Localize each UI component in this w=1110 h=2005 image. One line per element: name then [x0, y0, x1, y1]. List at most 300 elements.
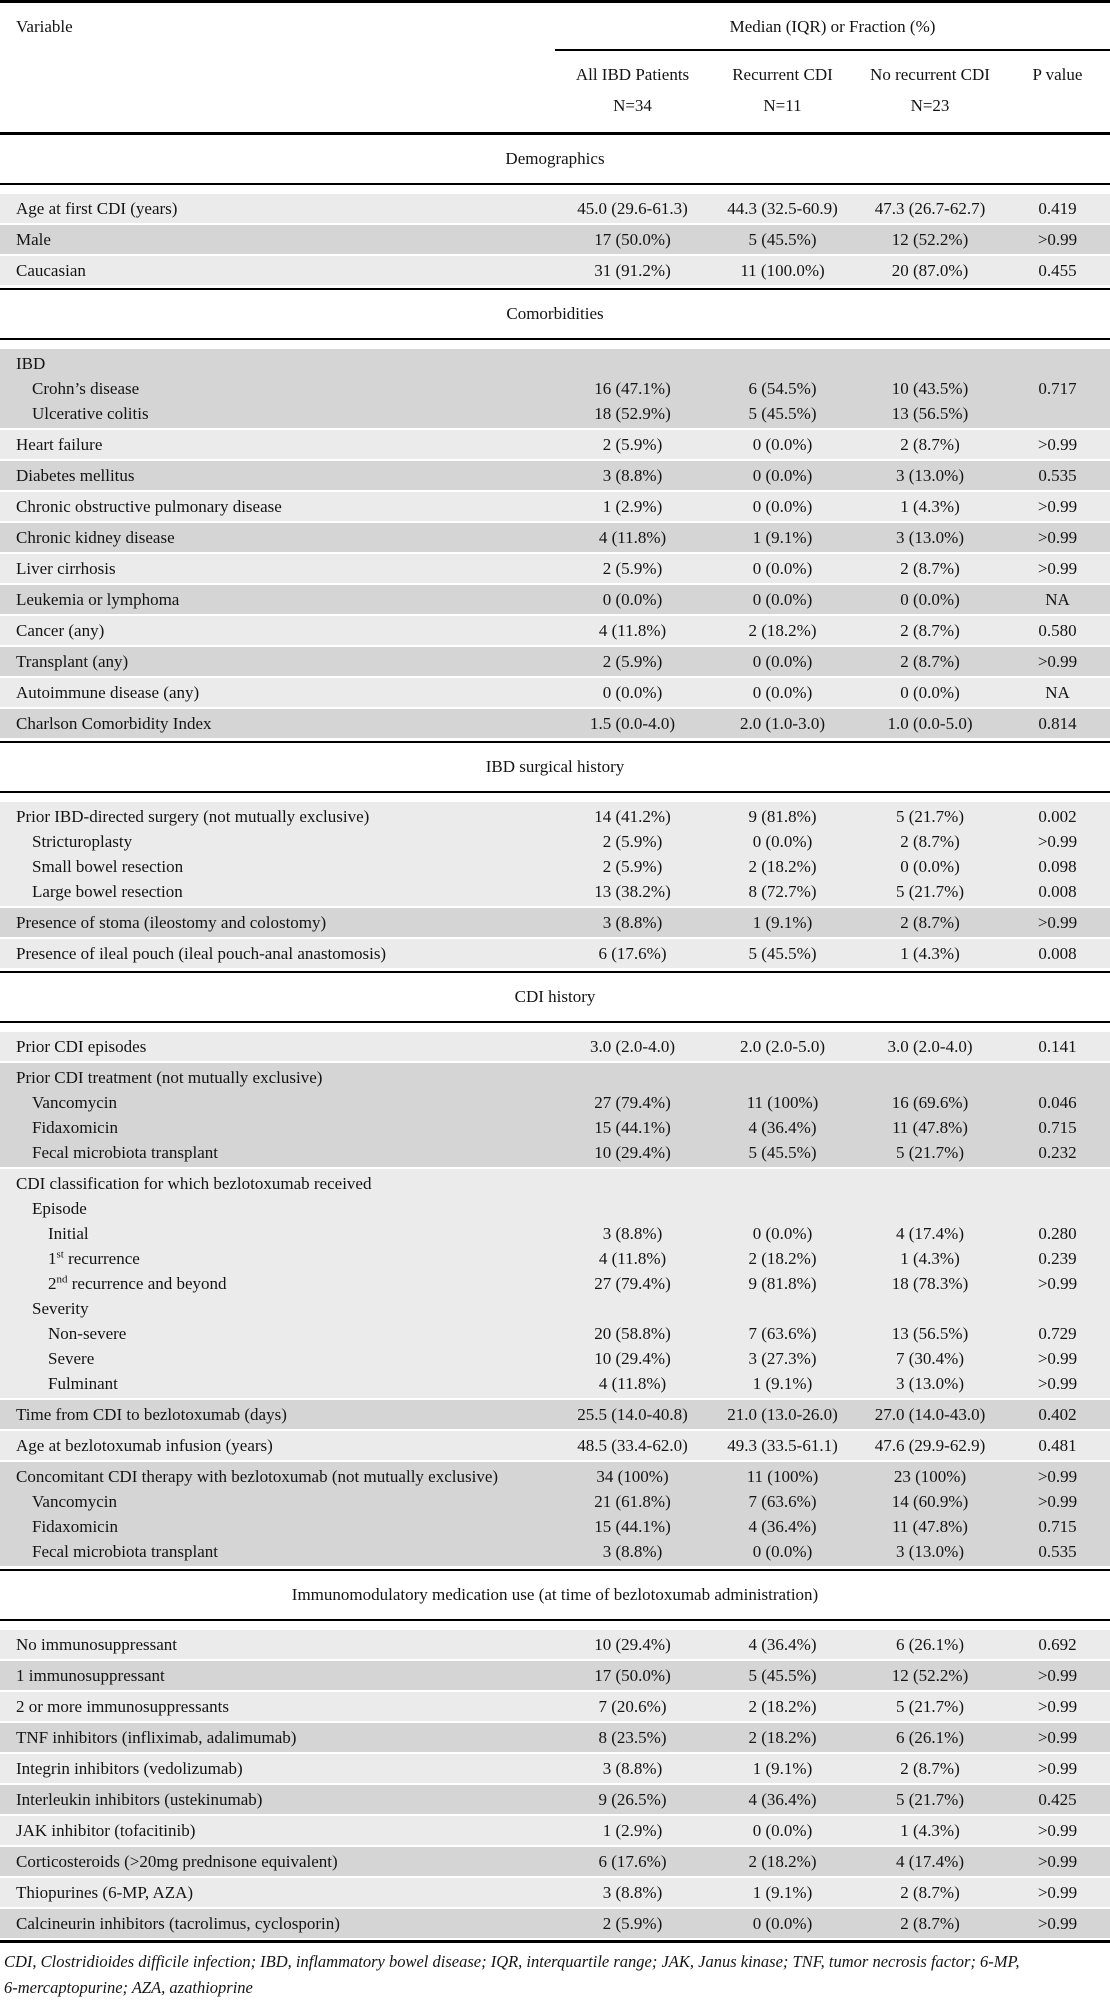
- header-span-group: [555, 15, 1110, 118]
- row-label: Male: [16, 230, 51, 249]
- value-cell: 1 (9.1%): [752, 1374, 813, 1393]
- value-cell: 5 (21.7%): [896, 1790, 964, 1809]
- column-header-label: All IBD Patients: [575, 65, 690, 84]
- table-row-line: [0, 1632, 1110, 1657]
- value-cell: 20 (87.0%): [891, 261, 969, 280]
- value-cell: 21 (61.8%): [594, 1492, 671, 1511]
- table-row-line: [0, 1694, 1110, 1719]
- column-header-label: P value: [1032, 65, 1083, 84]
- table-row: [0, 256, 1110, 285]
- value-cell: 10 (43.5%): [891, 379, 969, 398]
- p-value: >0.99: [1037, 1492, 1078, 1511]
- p-value: 0.141: [1038, 1037, 1077, 1056]
- value-cell: 2 (8.7%): [900, 913, 960, 932]
- p-value: 0.419: [1038, 199, 1077, 218]
- value-cell: 2 (18.2%): [748, 1697, 817, 1716]
- row-label: Vancomycin: [32, 1492, 117, 1511]
- value-cell: 45.0 (29.6-61.3): [577, 199, 688, 218]
- value-cell: 3 (8.8%): [602, 466, 663, 485]
- value-cell: 2 (8.7%): [900, 559, 960, 578]
- value-cell: 2 (8.7%): [900, 652, 960, 671]
- table-row-line: [0, 525, 1110, 550]
- value-cell: 2 (18.2%): [748, 1852, 817, 1871]
- p-value: >0.99: [1037, 832, 1078, 851]
- table-row-line: [0, 1221, 1110, 1246]
- p-value: [1005, 1196, 1110, 1221]
- table-row-line: [0, 227, 1110, 252]
- value-cell: 4 (11.8%): [598, 1249, 667, 1268]
- value-cell: 1 (9.1%): [752, 528, 813, 547]
- value-cell: 5 (45.5%): [748, 230, 817, 249]
- column-header-no-recurrent-cdi: [855, 63, 1005, 118]
- table-row-line: [0, 1514, 1110, 1539]
- value-cell: 0 (0.0%): [752, 590, 813, 609]
- value-cell: 0 (0.0%): [752, 1224, 813, 1243]
- value-cell: [855, 1171, 1005, 1196]
- table-row: [0, 430, 1110, 459]
- value-cell: 1 (2.9%): [602, 497, 663, 516]
- table-row: [0, 1063, 1110, 1167]
- table-row-line: [0, 1663, 1110, 1688]
- value-cell: 11 (47.8%): [892, 1517, 968, 1536]
- p-value: 0.715: [1038, 1517, 1077, 1536]
- column-header-all-ibd-patients: [555, 63, 710, 118]
- value-cell: 5 (45.5%): [748, 1143, 817, 1162]
- row-label: No immunosuppressant: [16, 1635, 178, 1654]
- column-header-n: N=34: [613, 96, 652, 115]
- row-label: Large bowel resection: [32, 882, 183, 901]
- row-label: Stricturoplasty: [32, 832, 133, 851]
- p-value: 0.580: [1038, 621, 1077, 640]
- value-cell: [555, 1171, 710, 1196]
- value-cell: 12 (52.2%): [891, 1666, 969, 1685]
- table-row-line: [0, 1090, 1110, 1115]
- value-cell: 18 (78.3%): [891, 1274, 969, 1293]
- value-cell: 9 (81.8%): [748, 1274, 817, 1293]
- p-value: >0.99: [1037, 1697, 1078, 1716]
- table-row-line: [0, 376, 1110, 401]
- table-row: [0, 616, 1110, 645]
- p-value: 0.535: [1038, 466, 1077, 485]
- value-cell: 0 (0.0%): [752, 559, 813, 578]
- value-cell: 1 (4.3%): [900, 1821, 960, 1840]
- p-value: NA: [1045, 683, 1070, 702]
- row-label: Chronic obstructive pulmonary disease: [16, 497, 282, 516]
- column-header-variable: Variable: [16, 17, 73, 36]
- table-row-line: [0, 649, 1110, 674]
- p-value: 0.729: [1038, 1324, 1077, 1343]
- value-cell: 0 (0.0%): [752, 652, 813, 671]
- value-cell: 1 (9.1%): [752, 1759, 813, 1778]
- column-header-label: Recurrent CDI: [732, 65, 833, 84]
- value-cell: [855, 351, 1005, 376]
- p-value: [1005, 401, 1110, 426]
- table-row: [0, 908, 1110, 937]
- row-label: Chronic kidney disease: [16, 528, 175, 547]
- table-row-line: [0, 1371, 1110, 1396]
- table-row-line: [0, 910, 1110, 935]
- value-cell: 0 (0.0%): [602, 683, 663, 702]
- p-value: 0.425: [1038, 1790, 1077, 1809]
- table-row-line: [0, 494, 1110, 519]
- value-cell: 23 (100%): [893, 1467, 967, 1486]
- value-cell: 10 (29.4%): [594, 1635, 671, 1654]
- footnote-line: 6-mercaptopurine; AZA, azathioprine: [4, 1978, 253, 1997]
- table-row: [0, 1785, 1110, 1814]
- value-cell: 2 (18.2%): [748, 857, 817, 876]
- column-headers: [555, 51, 1110, 118]
- value-cell: 3 (8.8%): [602, 1759, 663, 1778]
- p-value: 0.455: [1038, 261, 1077, 280]
- value-cell: 2 (8.7%): [900, 435, 960, 454]
- table-row-line: [0, 854, 1110, 879]
- table-row: [0, 1169, 1110, 1398]
- value-cell: 0 (0.0%): [752, 832, 813, 851]
- table-row: [0, 523, 1110, 552]
- value-cell: 1.5 (0.0-4.0): [590, 714, 675, 733]
- value-cell: 44.3 (32.5-60.9): [727, 199, 838, 218]
- p-value: 0.008: [1038, 882, 1077, 901]
- table-row-line: [0, 1756, 1110, 1781]
- column-header-span-label: Median (IQR) or Fraction (%): [729, 17, 936, 36]
- value-cell: [855, 1296, 1005, 1321]
- value-cell: 0 (0.0%): [900, 857, 960, 876]
- value-cell: 4 (17.4%): [896, 1852, 964, 1871]
- table-row: [0, 492, 1110, 521]
- column-header-p-value: [1005, 63, 1110, 118]
- table-row-line: [0, 1787, 1110, 1812]
- table-row-line: [0, 711, 1110, 736]
- row-label: Age at first CDI (years): [16, 199, 178, 218]
- value-cell: 47.6 (29.9-62.9): [874, 1436, 986, 1455]
- value-cell: 4 (36.4%): [748, 1517, 817, 1536]
- p-value: >0.99: [1037, 1914, 1078, 1933]
- row-label: IBD: [16, 354, 46, 373]
- value-cell: [855, 1065, 1005, 1090]
- value-cell: 9 (26.5%): [598, 1790, 667, 1809]
- value-cell: 2 (18.2%): [748, 1249, 817, 1268]
- p-value: >0.99: [1037, 1374, 1078, 1393]
- table-row: [0, 1400, 1110, 1429]
- value-cell: 6 (26.1%): [896, 1728, 964, 1747]
- p-value: 0.692: [1038, 1635, 1077, 1654]
- row-label: Autoimmune disease (any): [16, 683, 200, 702]
- value-cell: 5 (21.7%): [896, 807, 964, 826]
- table-row: [0, 678, 1110, 707]
- table-header: [0, 0, 1110, 135]
- row-label: Charlson Comorbidity Index: [16, 714, 212, 733]
- value-cell: 5 (21.7%): [896, 882, 964, 901]
- value-cell: 2 (5.9%): [602, 559, 663, 578]
- p-value: >0.99: [1037, 1274, 1078, 1293]
- row-label: 1 immunosuppressant: [16, 1666, 165, 1685]
- footnote-line: CDI, Clostridioides difficile infection; IBD, inflammatory bowel disease; IQR, interquartile range; JAK, Janus kinase; TNF, tumor necrosis factor; 6-MP,: [4, 1952, 1020, 1971]
- table-row-line: [0, 1196, 1110, 1221]
- row-label: Age at bezlotoxumab infusion (years): [16, 1436, 273, 1455]
- section-title: Comorbidities: [0, 288, 1110, 340]
- table-row: [0, 1692, 1110, 1721]
- row-label: JAK inhibitor (tofacitinib): [16, 1821, 196, 1840]
- row-label: Cancer (any): [16, 621, 105, 640]
- table-row: [0, 1032, 1110, 1061]
- value-cell: 1.0 (0.0-5.0): [887, 714, 973, 733]
- table-row: [0, 1723, 1110, 1752]
- value-cell: 47.3 (26.7-62.7): [874, 199, 986, 218]
- row-label: Fecal microbiota transplant: [32, 1143, 218, 1162]
- value-cell: 3 (8.8%): [602, 913, 663, 932]
- section-title: Immunomodulatory medication use (at time of bezlotoxumab administration): [0, 1569, 1110, 1621]
- table-row-line: [0, 1296, 1110, 1321]
- p-value: 0.232: [1038, 1143, 1077, 1162]
- table-row: [0, 1878, 1110, 1907]
- value-cell: 3 (27.3%): [748, 1349, 817, 1368]
- value-cell: 0 (0.0%): [752, 466, 813, 485]
- value-cell: 11 (100%): [746, 1093, 819, 1112]
- value-cell: 11 (47.8%): [892, 1118, 968, 1137]
- table-row: [0, 585, 1110, 614]
- table-row-line: [0, 1539, 1110, 1564]
- value-cell: 4 (11.8%): [598, 1374, 667, 1393]
- table-row: [0, 1816, 1110, 1845]
- table-row: [0, 194, 1110, 223]
- table-row: [0, 1630, 1110, 1659]
- p-value: >0.99: [1037, 652, 1078, 671]
- value-cell: 2 (5.9%): [602, 832, 663, 851]
- table-row-line: [0, 1464, 1110, 1489]
- value-cell: 0 (0.0%): [752, 497, 813, 516]
- value-cell: 1 (4.3%): [900, 944, 960, 963]
- p-value: >0.99: [1037, 1821, 1078, 1840]
- column-header-n: N=23: [910, 96, 950, 115]
- value-cell: 0 (0.0%): [752, 435, 813, 454]
- table-row-line: [0, 1346, 1110, 1371]
- table-row-line: [0, 196, 1110, 221]
- table-row: [0, 1661, 1110, 1690]
- table-row: [0, 939, 1110, 968]
- value-cell: 8 (72.7%): [748, 882, 817, 901]
- table-row-line: [0, 401, 1110, 426]
- row-label: Liver cirrhosis: [16, 559, 116, 578]
- table-row: [0, 709, 1110, 738]
- p-value: >0.99: [1037, 528, 1078, 547]
- value-cell: [555, 1196, 710, 1221]
- row-label: Fulminant: [48, 1374, 118, 1393]
- p-value: 0.002: [1038, 807, 1077, 826]
- p-value: 0.046: [1038, 1093, 1077, 1112]
- value-cell: 21.0 (13.0-26.0): [727, 1405, 838, 1424]
- table-row-line: [0, 556, 1110, 581]
- row-label: Diabetes mellitus: [16, 466, 135, 485]
- p-value: >0.99: [1037, 1728, 1078, 1747]
- p-value: 0.280: [1038, 1224, 1077, 1243]
- p-value: [1005, 351, 1110, 376]
- p-value: >0.99: [1037, 1467, 1078, 1486]
- table-row: [0, 349, 1110, 428]
- value-cell: 2 (8.7%): [900, 1914, 960, 1933]
- p-value: >0.99: [1037, 913, 1078, 932]
- value-cell: 0 (0.0%): [900, 590, 960, 609]
- row-label: Episode: [32, 1199, 87, 1218]
- value-cell: 15 (44.1%): [594, 1517, 671, 1536]
- table-row: [0, 1909, 1110, 1938]
- table-row-line: [0, 351, 1110, 376]
- value-cell: 2 (5.9%): [602, 435, 663, 454]
- row-label: Ulcerative colitis: [32, 404, 149, 423]
- value-cell: 25.5 (14.0-40.8): [577, 1405, 688, 1424]
- value-cell: 3.0 (2.0-4.0): [590, 1037, 675, 1056]
- section-title: CDI history: [0, 971, 1110, 1023]
- p-value: >0.99: [1037, 1759, 1078, 1778]
- column-header-n: N=11: [763, 96, 802, 115]
- value-cell: 27.0 (14.0-43.0): [874, 1405, 986, 1424]
- value-cell: [710, 1065, 855, 1090]
- table-row-line: [0, 1402, 1110, 1427]
- value-cell: 0 (0.0%): [900, 683, 960, 702]
- row-label: Prior CDI episodes: [16, 1037, 147, 1056]
- table-row-line: [0, 618, 1110, 643]
- value-cell: 10 (29.4%): [594, 1349, 671, 1368]
- p-value: 0.481: [1038, 1436, 1077, 1455]
- value-cell: [555, 1065, 710, 1090]
- value-cell: 7 (63.6%): [748, 1324, 817, 1343]
- p-value: 0.402: [1038, 1405, 1077, 1424]
- row-label: Heart failure: [16, 435, 103, 454]
- value-cell: 11 (100.0%): [740, 261, 825, 280]
- value-cell: 2 (5.9%): [602, 652, 663, 671]
- p-value: [1005, 1065, 1110, 1090]
- value-cell: 9 (81.8%): [748, 807, 817, 826]
- value-cell: 5 (45.5%): [748, 404, 817, 423]
- p-value: >0.99: [1037, 1666, 1078, 1685]
- row-label: CDI classification for which bezlotoxumab received: [16, 1174, 372, 1193]
- value-cell: 0 (0.0%): [602, 590, 663, 609]
- table-row-line: [0, 1911, 1110, 1936]
- row-label: Corticosteroids (>20mg prednisone equivalent): [16, 1852, 338, 1871]
- value-cell: 4 (17.4%): [896, 1224, 964, 1243]
- value-cell: 2.0 (1.0-3.0): [740, 714, 825, 733]
- table-row: [0, 225, 1110, 254]
- value-cell: 13 (38.2%): [594, 882, 671, 901]
- table-row-line: [0, 1065, 1110, 1090]
- section-title: Demographics: [0, 135, 1110, 185]
- value-cell: 4 (11.8%): [598, 621, 667, 640]
- p-value: >0.99: [1037, 435, 1078, 454]
- row-label: Interleukin inhibitors (ustekinumab): [16, 1790, 263, 1809]
- value-cell: 3 (13.0%): [896, 1374, 964, 1393]
- table-row-line: [0, 1246, 1110, 1271]
- column-header-label: No recurrent CDI: [870, 65, 990, 84]
- value-cell: 0 (0.0%): [752, 683, 813, 702]
- row-label: Thiopurines (6-MP, AZA): [16, 1883, 194, 1902]
- p-value: 0.814: [1038, 714, 1077, 733]
- table-row: [0, 1847, 1110, 1876]
- row-label: Crohn’s disease: [32, 379, 140, 398]
- table-row-line: [0, 1489, 1110, 1514]
- value-cell: 1 (9.1%): [752, 1883, 813, 1902]
- value-cell: 4 (36.4%): [748, 1118, 817, 1137]
- table-row: [0, 461, 1110, 490]
- value-cell: 6 (26.1%): [896, 1635, 964, 1654]
- value-cell: 17 (50.0%): [594, 1666, 671, 1685]
- row-label: 2 or more immunosuppressants: [16, 1697, 229, 1716]
- value-cell: 14 (41.2%): [594, 807, 671, 826]
- value-cell: 17 (50.0%): [594, 230, 671, 249]
- value-cell: 2 (8.7%): [900, 832, 960, 851]
- value-cell: 3 (8.8%): [602, 1883, 663, 1902]
- value-cell: 13 (56.5%): [891, 404, 969, 423]
- table-row-line: [0, 1115, 1110, 1140]
- value-cell: 6 (17.6%): [598, 1852, 667, 1871]
- table-row: [0, 1754, 1110, 1783]
- value-cell: 7 (20.6%): [598, 1697, 667, 1716]
- value-cell: 5 (45.5%): [748, 1666, 817, 1685]
- table-row-line: [0, 587, 1110, 612]
- value-cell: 3 (8.8%): [602, 1224, 663, 1243]
- value-cell: [710, 1196, 855, 1221]
- table-row-line: [0, 1725, 1110, 1750]
- value-cell: [555, 351, 710, 376]
- row-label: Calcineurin inhibitors (tacrolimus, cyclosporin): [16, 1914, 340, 1933]
- p-value: >0.99: [1037, 1883, 1078, 1902]
- value-cell: 7 (63.6%): [748, 1492, 817, 1511]
- value-cell: 3 (8.8%): [602, 1542, 663, 1561]
- value-cell: 8 (23.5%): [598, 1728, 667, 1747]
- value-cell: 3 (13.0%): [896, 528, 964, 547]
- row-label: 2nd recurrence and beyond: [48, 1273, 227, 1293]
- value-cell: 20 (58.8%): [594, 1324, 671, 1343]
- value-cell: 5 (21.7%): [896, 1143, 964, 1162]
- value-cell: 2 (5.9%): [602, 857, 663, 876]
- row-label: 1st recurrence: [48, 1248, 140, 1268]
- value-cell: 3 (13.0%): [896, 1542, 964, 1561]
- table-row-line: [0, 1818, 1110, 1843]
- row-label: Small bowel resection: [32, 857, 184, 876]
- table-body: [0, 135, 1110, 1938]
- value-cell: 27 (79.4%): [594, 1274, 671, 1293]
- value-cell: 7 (30.4%): [896, 1349, 964, 1368]
- table-row-line: [0, 1140, 1110, 1165]
- value-cell: 10 (29.4%): [594, 1143, 671, 1162]
- value-cell: 12 (52.2%): [891, 230, 969, 249]
- p-value: 0.715: [1038, 1118, 1077, 1137]
- value-cell: 5 (45.5%): [748, 944, 817, 963]
- value-cell: 14 (60.9%): [891, 1492, 969, 1511]
- table-row-line: [0, 1849, 1110, 1874]
- p-value: NA: [1045, 590, 1070, 609]
- value-cell: 2 (5.9%): [602, 1914, 663, 1933]
- p-value: 0.717: [1038, 379, 1077, 398]
- value-cell: 49.3 (33.5-61.1): [727, 1436, 838, 1455]
- value-cell: 5 (21.7%): [896, 1697, 964, 1716]
- value-cell: 48.5 (33.4-62.0): [577, 1436, 688, 1455]
- value-cell: 2 (8.7%): [900, 1759, 960, 1778]
- value-cell: 2 (18.2%): [748, 621, 817, 640]
- value-cell: 3 (13.0%): [896, 466, 964, 485]
- value-cell: [710, 1171, 855, 1196]
- value-cell: 2.0 (2.0-5.0): [740, 1037, 825, 1056]
- value-cell: [555, 1296, 710, 1321]
- value-cell: 18 (52.9%): [594, 404, 671, 423]
- value-cell: 3.0 (2.0-4.0): [887, 1037, 973, 1056]
- row-label: Fecal microbiota transplant: [32, 1542, 218, 1561]
- value-cell: 1 (4.3%): [900, 1249, 960, 1268]
- table-row-line: [0, 879, 1110, 904]
- row-label: Prior IBD-directed surgery (not mutually exclusive): [16, 807, 370, 826]
- value-cell: 16 (47.1%): [594, 379, 671, 398]
- row-label: Integrin inhibitors (vedolizumab): [16, 1759, 243, 1778]
- table-row: [0, 647, 1110, 676]
- table-row: [0, 1431, 1110, 1460]
